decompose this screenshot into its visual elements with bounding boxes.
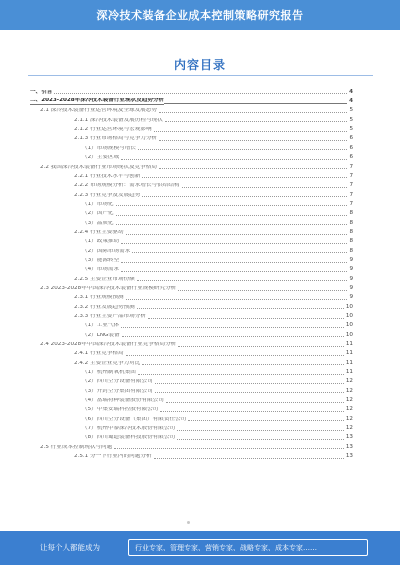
toc-entry-page: 6 bbox=[349, 144, 353, 151]
toc-entry-page: 9 bbox=[349, 275, 353, 282]
toc-entry-page: 4 bbox=[349, 88, 353, 95]
toc-dot-leader bbox=[126, 234, 348, 235]
toc-entry-label: （5）中集安瑞科控股有限公司 bbox=[82, 407, 159, 413]
toc-dot-leader bbox=[121, 262, 347, 263]
toc-dot-leader bbox=[177, 430, 344, 431]
toc-entry[interactable] bbox=[30, 413, 353, 422]
toc-entry-page: 12 bbox=[345, 406, 353, 413]
toc-dot-leader bbox=[159, 168, 347, 169]
toc-entry-label: 2.2.5 主要企业市场份额 bbox=[74, 276, 135, 282]
toc-entry-label: （7）杭州中泰深冷技术股份有限公司 bbox=[82, 426, 176, 432]
toc-entry[interactable] bbox=[30, 207, 353, 216]
table-of-contents bbox=[30, 86, 353, 460]
toc-dot-leader bbox=[54, 93, 347, 94]
toc-entry-label: 2.3.3 行业主要产品市场分析 bbox=[74, 314, 146, 319]
toc-entry-label: 2.4 2023-2028年中国深冷技术装备行业竞争格局分析 bbox=[40, 342, 177, 348]
toc-entry[interactable] bbox=[30, 366, 353, 375]
toc-entry-page: 6 bbox=[349, 154, 353, 161]
toc-entry-page: 11 bbox=[345, 359, 353, 366]
toc-entry[interactable] bbox=[30, 95, 353, 104]
toc-entry[interactable] bbox=[30, 310, 353, 319]
toc-entry-page: 13 bbox=[345, 443, 353, 450]
toc-dot-leader bbox=[126, 299, 348, 300]
toc-entry-label: 2.2.2 市场规模分析：需求增长与供给结构 bbox=[74, 183, 180, 189]
toc-entry-page: 10 bbox=[345, 303, 353, 310]
toc-entry[interactable] bbox=[30, 404, 353, 413]
toc-entry-label: 2.2.4 行业主要驱动 bbox=[74, 229, 124, 235]
toc-dot-leader bbox=[116, 205, 348, 206]
toc-entry-page: 9 bbox=[349, 294, 353, 301]
footer-expert-box bbox=[128, 539, 368, 556]
toc-entry-label: 2.1.1 深冷技术装备发展历程与现状 bbox=[74, 117, 163, 123]
toc-dot-leader bbox=[188, 420, 344, 421]
toc-dot-leader bbox=[138, 374, 344, 375]
toc-entry[interactable] bbox=[30, 282, 353, 291]
toc-entry-label: 2.4.2 主要企业竞争力对比 bbox=[74, 360, 141, 366]
toc-entry[interactable] bbox=[30, 179, 353, 188]
toc-entry-page: 10 bbox=[345, 322, 353, 329]
toc-entry-page: 10 bbox=[345, 331, 353, 338]
toc-entry[interactable] bbox=[30, 198, 353, 207]
toc-entry-label: 2.2 我国深冷技术装备行业市场现状及竞争格局 bbox=[40, 164, 157, 170]
toc-entry-label: （4）市场需求 bbox=[82, 267, 120, 273]
toc-entry-page: 12 bbox=[345, 425, 353, 432]
toc-entry-page: 11 bbox=[345, 369, 353, 376]
toc-entry[interactable] bbox=[30, 329, 353, 338]
toc-entry-label: （2）国产化 bbox=[82, 211, 114, 217]
toc-dot-leader bbox=[154, 458, 344, 459]
toc-entry[interactable] bbox=[30, 142, 353, 151]
toc-entry-page: 7 bbox=[349, 163, 353, 170]
toc-entry-page: 8 bbox=[349, 228, 353, 235]
toc-dot-leader bbox=[137, 308, 344, 309]
toc-entry-label: （6）四川空分设备（集团）有限责任公司 bbox=[82, 416, 187, 422]
toc-entry[interactable] bbox=[30, 338, 353, 347]
toc-entry-label: 2.1.2 行业运营环境与宏观影响 bbox=[74, 127, 152, 133]
toc-dot-leader bbox=[148, 318, 344, 319]
footer-expert-list: 行业专家、管理专家、营销专家、战略专家、成本专家…… bbox=[135, 543, 317, 552]
toc-entry[interactable] bbox=[30, 245, 353, 254]
toc-entry-page: 8 bbox=[349, 238, 353, 245]
toc-entry[interactable] bbox=[30, 441, 353, 450]
toc-entry[interactable] bbox=[30, 320, 353, 329]
toc-entry[interactable] bbox=[30, 161, 353, 170]
toc-entry-label: （2）四川空分设备有限公司 bbox=[82, 379, 153, 385]
toc-dot-leader bbox=[182, 187, 348, 188]
toc-entry-page: 8 bbox=[349, 210, 353, 217]
toc-entry-page: 4 bbox=[349, 98, 353, 105]
report-header bbox=[0, 0, 400, 30]
toc-dot-leader bbox=[165, 121, 348, 122]
toc-dot-leader bbox=[178, 290, 347, 291]
toc-entry-label: 2.2.3 行业竞争及发展趋势 bbox=[74, 192, 141, 198]
toc-dot-leader bbox=[126, 355, 344, 356]
toc-entry-page: 13 bbox=[345, 453, 353, 460]
toc-dot-leader bbox=[142, 364, 344, 365]
toc-entry-label: （2）国际市场需求 bbox=[82, 248, 131, 254]
toc-entry[interactable] bbox=[30, 114, 353, 123]
toc-dot-leader bbox=[116, 215, 348, 216]
toc-entry-page: 8 bbox=[349, 219, 353, 226]
toc-dot-leader bbox=[122, 336, 344, 337]
toc-dot-leader bbox=[154, 131, 348, 132]
toc-entry-page: 6 bbox=[349, 135, 353, 142]
toc-entry[interactable] bbox=[30, 376, 353, 385]
toc-entry[interactable] bbox=[30, 105, 353, 114]
toc-entry[interactable] bbox=[30, 170, 353, 179]
toc-entry[interactable] bbox=[30, 292, 353, 301]
toc-dot-leader bbox=[155, 383, 344, 384]
toc-entry-label: （3）开封空分集团有限公司 bbox=[82, 388, 153, 394]
toc-entry[interactable] bbox=[30, 422, 353, 431]
toc-entry-page: 12 bbox=[345, 397, 353, 404]
toc-entry-page: 11 bbox=[345, 350, 353, 357]
footer-slogan: 让每个人都能成为 bbox=[40, 543, 100, 552]
toc-dot-leader bbox=[121, 159, 347, 160]
toc-entry[interactable] bbox=[30, 133, 353, 142]
toc-entry-label: 一、引言 bbox=[30, 89, 53, 95]
toc-entry-page: 12 bbox=[345, 415, 353, 422]
toc-entry-page: 13 bbox=[345, 434, 353, 441]
toc-entry-label: 2.1.3 行业市场格局与竞争力分析 bbox=[74, 136, 158, 142]
toc-entry-label: （8）四川蜀道装备科技股份有限公司 bbox=[82, 435, 176, 441]
toc-dot-leader bbox=[159, 140, 347, 141]
toc-entry-page: 9 bbox=[349, 256, 353, 263]
toc-entry-page: 12 bbox=[345, 387, 353, 394]
toc-entry[interactable] bbox=[30, 86, 353, 95]
toc-heading: 内容目录 bbox=[173, 58, 226, 72]
toc-entry[interactable] bbox=[30, 217, 353, 226]
toc-entry-page: 12 bbox=[345, 378, 353, 385]
toc-entry-label: 2.1 深冷技术装备行业运营环境及全球发展态势 bbox=[40, 108, 157, 114]
toc-dot-leader bbox=[138, 149, 348, 150]
toc-dot-leader bbox=[166, 402, 344, 403]
footer-banner bbox=[0, 531, 400, 565]
toc-entry-label: 2.2.1 行业技术水平与创新 bbox=[74, 173, 141, 179]
toc-entry-label: （2）主要区域 bbox=[82, 155, 120, 161]
toc-entry-label: 2.3.1 行业规模预测 bbox=[74, 295, 124, 301]
toc-entry-page: 10 bbox=[345, 313, 353, 319]
toc-dot-leader bbox=[114, 448, 344, 449]
toc-entry-page: 5 bbox=[349, 107, 353, 114]
toc-entry-label: （1）市场规模与增长 bbox=[82, 145, 136, 151]
toc-entry-label: 二、2023-2028年深冷技术装备行业现状及趋势分析 bbox=[30, 98, 165, 104]
toc-dot-leader bbox=[159, 112, 347, 113]
toc-entry-label: 2.5.1 分一下行业内的问题分析 bbox=[74, 454, 152, 460]
toc-dot-leader bbox=[177, 439, 344, 440]
toc-entry-label: （1）市场化 bbox=[82, 201, 114, 207]
toc-entry-page: 11 bbox=[345, 341, 353, 348]
toc-entry[interactable] bbox=[30, 123, 353, 132]
toc-dot-leader bbox=[178, 346, 344, 347]
toc-entry-page: 5 bbox=[349, 116, 353, 123]
toc-entry[interactable] bbox=[30, 236, 353, 245]
toc-dot-leader bbox=[164, 103, 347, 104]
toc-entry-page: 7 bbox=[349, 172, 353, 179]
toc-entry-page: 9 bbox=[349, 266, 353, 273]
toc-entry[interactable] bbox=[30, 348, 353, 357]
toc-entry-label: （1）杭州制氧机集团 bbox=[82, 370, 136, 376]
toc-entry-page: 7 bbox=[349, 191, 353, 198]
toc-entry-label: （4）富瑞特种装备股份有限公司 bbox=[82, 398, 164, 404]
toc-dot-leader bbox=[160, 411, 344, 412]
toc-entry[interactable] bbox=[30, 151, 353, 160]
toc-entry-page: 7 bbox=[349, 200, 353, 207]
toc-entry-label: （1）政策推动 bbox=[82, 239, 120, 245]
toc-entry-label: 2.3 2023-2028年中国深冷技术装备行业规模研究分析 bbox=[40, 285, 177, 291]
page-marker-dot bbox=[187, 521, 190, 524]
toc-dot-leader bbox=[137, 280, 348, 281]
toc-entry[interactable] bbox=[30, 394, 353, 403]
toc-entry[interactable] bbox=[30, 432, 353, 441]
toc-dot-leader bbox=[142, 196, 347, 197]
toc-entry[interactable] bbox=[30, 254, 353, 263]
toc-entry[interactable] bbox=[30, 273, 353, 282]
report-title: 深冷技术装备企业成本控制策略研究报告 bbox=[96, 9, 304, 22]
toc-dot-leader bbox=[121, 243, 347, 244]
toc-entry-page: 7 bbox=[349, 182, 353, 189]
toc-heading-rule bbox=[28, 75, 373, 76]
toc-entry[interactable] bbox=[30, 189, 353, 198]
toc-entry[interactable] bbox=[30, 357, 353, 366]
toc-entry-label: 2.3.2 行业发展趋势预测 bbox=[74, 304, 135, 310]
toc-dot-leader bbox=[116, 224, 348, 225]
toc-entry[interactable] bbox=[30, 301, 353, 310]
toc-entry-label: （3）品质化 bbox=[82, 220, 114, 226]
toc-entry-page: 5 bbox=[349, 126, 353, 133]
toc-dot-leader bbox=[132, 252, 347, 253]
toc-entry-label: 2.4.1 行业竞争格局 bbox=[74, 351, 124, 357]
toc-dot-leader bbox=[121, 327, 344, 328]
toc-entry[interactable] bbox=[30, 450, 353, 459]
toc-entry[interactable] bbox=[30, 226, 353, 235]
toc-entry-label: 2.5 行业成本控制现状与问题 bbox=[40, 444, 113, 450]
toc-entry-label: （3）能源转型 bbox=[82, 257, 120, 263]
toc-entry-label: （2）LNG装备 bbox=[82, 332, 120, 338]
toc-entry[interactable] bbox=[30, 385, 353, 394]
toc-dot-leader bbox=[155, 392, 344, 393]
toc-entry-label: （1）工业气体 bbox=[82, 323, 120, 329]
toc-dot-leader bbox=[121, 271, 347, 272]
toc-entry-page: 9 bbox=[349, 284, 353, 291]
toc-entry-page: 8 bbox=[349, 247, 353, 254]
toc-dot-leader bbox=[142, 177, 347, 178]
toc-entry[interactable] bbox=[30, 264, 353, 273]
